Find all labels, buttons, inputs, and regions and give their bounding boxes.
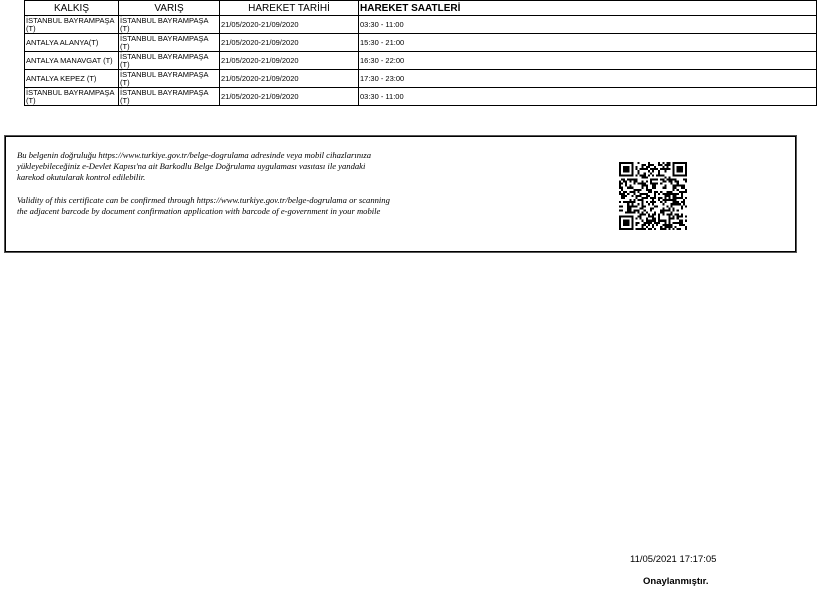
header-date: HAREKET TARİHİ	[220, 1, 359, 16]
cell-departure: ANTALYA MANAVGAT (T)	[25, 52, 119, 70]
cell-times: 15:30 - 21:00	[359, 34, 817, 52]
routes-table	[24, 0, 817, 106]
cell-dates: 21/05/2020-21/09/2020	[220, 88, 359, 106]
cell-dates: 21/05/2020-21/09/2020	[220, 34, 359, 52]
approval-status: Onaylanmıştır.	[643, 576, 709, 587]
table-row	[25, 16, 817, 34]
table-row	[25, 52, 817, 70]
cell-departure: İSTANBUL BAYRAMPAŞA (T)	[25, 16, 119, 34]
header-departure: KALKIŞ	[25, 1, 119, 16]
header-times: HAREKET SAATLERİ	[359, 1, 817, 16]
cell-arrival: İSTANBUL BAYRAMPAŞA (T)	[119, 16, 220, 34]
table-row	[25, 70, 817, 88]
verification-box	[5, 136, 796, 252]
table-row	[25, 88, 817, 106]
cell-arrival: İSTANBUL BAYRAMPAŞA (T)	[119, 88, 220, 106]
header-arrival: VARIŞ	[119, 1, 220, 16]
cell-arrival: İSTANBUL BAYRAMPAŞA (T)	[119, 34, 220, 52]
cell-departure: ANTALYA KEPEZ (T)	[25, 70, 119, 88]
cell-times: 16:30 - 22:00	[359, 52, 817, 70]
verification-text-en: Validity of this certificate can be confirmed through https://www.turkiye.gov.tr/belge-dogrulama or scanning the adjacent barcode by document confirmation application with barcode of e-government in your mobile	[17, 195, 390, 216]
cell-dates: 21/05/2020-21/09/2020	[220, 70, 359, 88]
cell-times: 03:30 - 11:00	[359, 88, 817, 106]
cell-arrival: İSTANBUL BAYRAMPAŞA (T)	[119, 70, 220, 88]
cell-dates: 21/05/2020-21/09/2020	[220, 52, 359, 70]
timestamp: 11/05/2021 17:17:05	[630, 554, 717, 565]
cell-times: 17:30 - 23:00	[359, 70, 817, 88]
cell-dates: 21/05/2020-21/09/2020	[220, 16, 359, 34]
table-row	[25, 34, 817, 52]
cell-departure: ANTALYA ALANYA(T)	[25, 34, 119, 52]
cell-departure: İSTANBUL BAYRAMPAŞA (T)	[25, 88, 119, 106]
cell-times: 03:30 - 11:00	[359, 16, 817, 34]
table-header-row	[25, 1, 817, 16]
verification-text-tr: Bu belgenin doğruluğu https://www.turkiye.gov.tr/belge-dogrulama adresinde veya mobil cihazlarınıza yükleyebileceğiniz e-Devlet Kapısı'na ait Barkodlu Belge Doğrulama uygulaması vasıtası ile yandaki karekod okutularak kontrol edilebilir.	[17, 150, 372, 182]
cell-arrival: İSTANBUL BAYRAMPAŞA (T)	[119, 52, 220, 70]
verification-text	[17, 150, 392, 229]
qr-code-icon[interactable]	[619, 162, 687, 230]
